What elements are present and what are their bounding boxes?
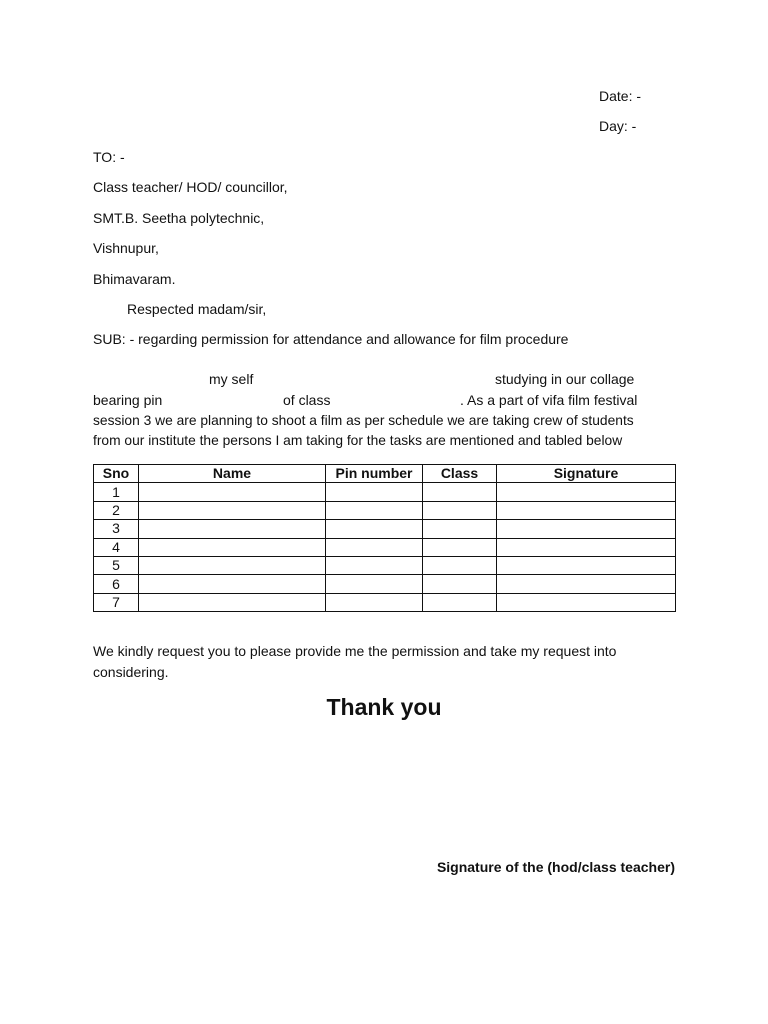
table-row xyxy=(94,556,676,574)
body-studying: studying in our collage xyxy=(495,371,635,387)
thank-you-heading: Thank you xyxy=(326,694,442,720)
table-row xyxy=(94,575,676,593)
cell-class[interactable] xyxy=(423,538,497,556)
signature-label: Signature of the (hod/class teacher) xyxy=(436,859,675,875)
body-bearing-pin: bearing pin xyxy=(93,392,163,408)
cell-pin[interactable] xyxy=(326,483,423,501)
to-label: TO: - xyxy=(93,149,125,165)
cell-sno: 4 xyxy=(94,538,139,556)
body-line-3: session 3 we are planning to shoot a film as per schedule we are taking crew of students xyxy=(93,413,634,428)
cell-signature[interactable] xyxy=(497,483,676,501)
cell-class[interactable] xyxy=(423,556,497,574)
table-row xyxy=(94,593,676,611)
cell-name[interactable] xyxy=(139,575,326,593)
cell-sno: 1 xyxy=(94,483,139,501)
cell-sno: 5 xyxy=(94,556,139,574)
request-paragraph: We kindly request you to please provide me the permission and take my request into considering. xyxy=(93,643,617,680)
table-row xyxy=(94,483,676,501)
cell-name[interactable] xyxy=(139,538,326,556)
cell-pin[interactable] xyxy=(326,538,423,556)
cell-pin[interactable] xyxy=(326,501,423,519)
subject-line: SUB: - regarding permission for attendance and allowance for film procedure xyxy=(93,331,569,347)
table-header-row xyxy=(94,465,676,483)
table-row xyxy=(94,520,676,538)
cell-signature[interactable] xyxy=(497,520,676,538)
cell-name[interactable] xyxy=(139,593,326,611)
col-header-name: Name xyxy=(139,465,326,483)
cell-pin[interactable] xyxy=(326,556,423,574)
cell-signature[interactable] xyxy=(497,593,676,611)
cell-class[interactable] xyxy=(423,501,497,519)
day-label: Day: - xyxy=(599,118,637,134)
cell-sno: 6 xyxy=(94,575,139,593)
address-line-3: Vishnupur, xyxy=(93,240,159,256)
cell-signature[interactable] xyxy=(497,575,676,593)
cell-class[interactable] xyxy=(423,520,497,538)
cell-name[interactable] xyxy=(139,483,326,501)
col-header-class: Class xyxy=(423,465,497,483)
cell-pin[interactable] xyxy=(326,575,423,593)
address-line-1: Class teacher/ HOD/ councillor, xyxy=(93,179,288,195)
cell-class[interactable] xyxy=(423,575,497,593)
col-header-sno: Sno xyxy=(94,465,139,483)
address-line-2: SMT.B. Seetha polytechnic, xyxy=(93,210,265,226)
cell-signature[interactable] xyxy=(497,556,676,574)
cell-sno: 3 xyxy=(94,520,139,538)
col-header-pin: Pin number xyxy=(326,465,423,483)
cell-name[interactable] xyxy=(139,501,326,519)
body-myself: my self xyxy=(209,371,254,387)
salutation: Respected madam/sir, xyxy=(127,301,267,317)
body-line-4: from our institute the persons I am taking for the tasks are mentioned and tabled below xyxy=(93,433,623,448)
body-vifa: . As a part of vifa film festival xyxy=(460,392,638,408)
cell-sno: 2 xyxy=(94,501,139,519)
cell-name[interactable] xyxy=(139,520,326,538)
crew-table xyxy=(93,464,676,612)
body-of-class: of class xyxy=(283,392,331,408)
cell-signature[interactable] xyxy=(497,501,676,519)
table-row xyxy=(94,538,676,556)
cell-pin[interactable] xyxy=(326,593,423,611)
cell-sno: 7 xyxy=(94,593,139,611)
table-row xyxy=(94,501,676,519)
cell-signature[interactable] xyxy=(497,538,676,556)
cell-class[interactable] xyxy=(423,483,497,501)
cell-pin[interactable] xyxy=(326,520,423,538)
col-header-signature: Signature xyxy=(497,465,676,483)
cell-name[interactable] xyxy=(139,556,326,574)
date-label: Date: - xyxy=(599,88,642,104)
cell-class[interactable] xyxy=(423,593,497,611)
address-line-4: Bhimavaram. xyxy=(93,271,176,287)
